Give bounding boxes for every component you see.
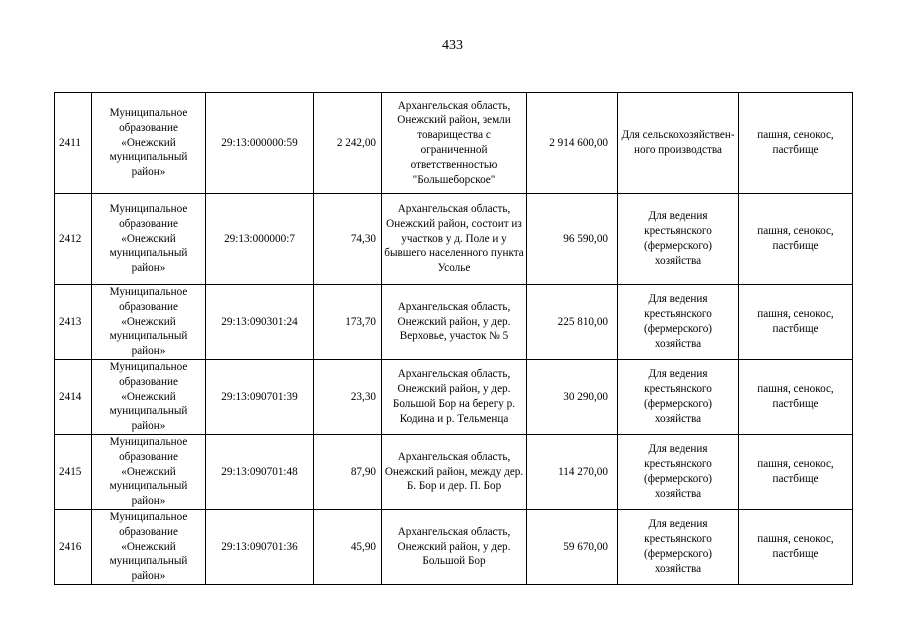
- cadastral-value-cell: 114 270,00: [527, 435, 618, 510]
- permitted-use-cell: Для ведения крестьянского (фермерского) хозяйства: [618, 194, 739, 285]
- table-row: [55, 360, 853, 435]
- address-cell: Архангельская область, Онежский район, состоит из участков у д. Поле и у бывшего населенного пункта Усолье: [382, 194, 527, 285]
- owner-cell: Муниципальное образование «Онежский муниципальный район»: [92, 194, 206, 285]
- owner-cell: Муниципальное образование «Онежский муниципальный район»: [92, 510, 206, 585]
- owner-cell: Муниципальное образование «Онежский муниципальный район»: [92, 360, 206, 435]
- land-type-cell: пашня, сенокос, пастбище: [739, 194, 853, 285]
- cadastral-number-cell: 29:13:090701:48: [206, 435, 314, 510]
- area-cell: 74,30: [314, 194, 382, 285]
- cadastral-number-cell: 29:13:000000:59: [206, 93, 314, 194]
- permitted-use-cell: Для ведения крестьянского (фермерского) хозяйства: [618, 435, 739, 510]
- land-registry-table: [54, 92, 853, 585]
- address-cell: Архангельская область, Онежский район, земли товарищества с ограниченной ответственностью "Большеборское": [382, 93, 527, 194]
- row-number-cell: 2412: [55, 194, 92, 285]
- table-row: [55, 435, 853, 510]
- owner-cell: Муниципальное образование «Онежский муниципальный район»: [92, 435, 206, 510]
- land-type-cell: пашня, сенокос, пастбище: [739, 435, 853, 510]
- permitted-use-cell: Для ведения крестьянского (фермерского) хозяйства: [618, 360, 739, 435]
- cadastral-number-cell: 29:13:090701:39: [206, 360, 314, 435]
- land-type-cell: пашня, сенокос, пастбище: [739, 360, 853, 435]
- owner-cell: Муниципальное образование «Онежский муниципальный район»: [92, 93, 206, 194]
- area-cell: 2 242,00: [314, 93, 382, 194]
- area-cell: 87,90: [314, 435, 382, 510]
- table-row: [55, 93, 853, 194]
- table-row: [55, 194, 853, 285]
- table-row: [55, 510, 853, 585]
- land-type-cell: пашня, сенокос, пастбище: [739, 93, 853, 194]
- permitted-use-cell: Для ведения крестьянского (фермерского) хозяйства: [618, 285, 739, 360]
- area-cell: 45,90: [314, 510, 382, 585]
- cadastral-value-cell: 30 290,00: [527, 360, 618, 435]
- row-number-cell: 2415: [55, 435, 92, 510]
- address-cell: Архангельская область, Онежский район, у дер. Большой Бор на берегу р. Кодина и р. Тельменца: [382, 360, 527, 435]
- address-cell: Архангельская область, Онежский район, у дер. Верховье, участок № 5: [382, 285, 527, 360]
- row-number-cell: 2414: [55, 360, 92, 435]
- address-cell: Архангельская область, Онежский район, у дер. Большой Бор: [382, 510, 527, 585]
- address-cell: Архангельская область, Онежский район, между дер. Б. Бор и дер. П. Бор: [382, 435, 527, 510]
- page-number: 433: [442, 38, 463, 53]
- table-row: [55, 285, 853, 360]
- cadastral-number-cell: 29:13:000000:7: [206, 194, 314, 285]
- row-number-cell: 2416: [55, 510, 92, 585]
- cadastral-number-cell: 29:13:090701:36: [206, 510, 314, 585]
- land-type-cell: пашня, сенокос, пастбище: [739, 510, 853, 585]
- row-number-cell: 2411: [55, 93, 92, 194]
- cadastral-number-cell: 29:13:090301:24: [206, 285, 314, 360]
- land-type-cell: пашня, сенокос, пастбище: [739, 285, 853, 360]
- owner-cell: Муниципальное образование «Онежский муниципальный район»: [92, 285, 206, 360]
- permitted-use-cell: Для ведения крестьянского (фермерского) хозяйства: [618, 510, 739, 585]
- cadastral-value-cell: 59 670,00: [527, 510, 618, 585]
- cadastral-value-cell: 225 810,00: [527, 285, 618, 360]
- area-cell: 23,30: [314, 360, 382, 435]
- area-cell: 173,70: [314, 285, 382, 360]
- cadastral-value-cell: 96 590,00: [527, 194, 618, 285]
- row-number-cell: 2413: [55, 285, 92, 360]
- cadastral-value-cell: 2 914 600,00: [527, 93, 618, 194]
- permitted-use-cell: Для сельскохозяйствен-ного производства: [618, 93, 739, 194]
